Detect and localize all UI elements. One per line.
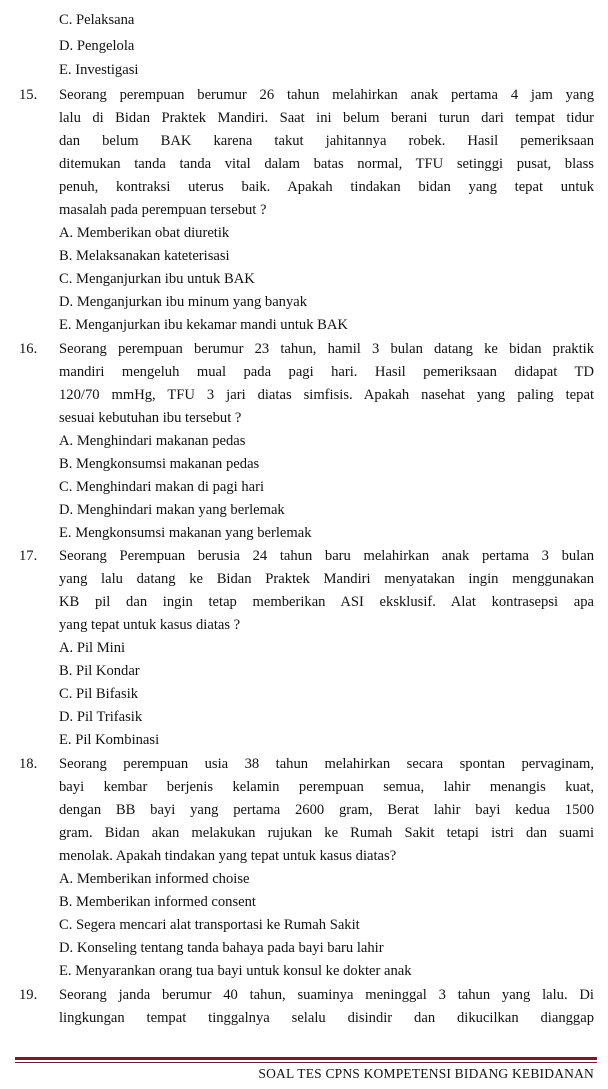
option: C. Segera mencari alat transportasi ke Rumah Sakit	[59, 917, 360, 933]
option: A. Menghindari makanan pedas	[59, 433, 246, 449]
option: E. Pil Kombinasi	[59, 732, 160, 748]
option: E. Menyarankan orang tua bayi untuk konsul ke dokter anak	[59, 963, 412, 979]
question-number: 19.	[19, 987, 38, 1003]
question-text-line: bayi kembar berjenis kelamin perempuan semua, lahir menangis kuat,	[59, 779, 594, 795]
question-text-line: ditemukan tanda tanda vital dalam batas normal, TFU setinggi pusat, blass	[59, 156, 594, 172]
question-text-line: penuh, kontraksi uterus baik. Apakah tindakan bidan yang tepat untuk	[59, 179, 594, 195]
question-text-line: yang lalu datang ke Bidan Praktek Mandiri menyatakan ingin menggunakan	[59, 571, 594, 587]
option: D. Pengelola	[59, 38, 135, 54]
question-text-line: Seorang perempuan usia 38 tahun melahirkan secara spontan pervaginam,	[59, 756, 594, 772]
question-text-line: sesuai kebutuhan ibu tersebut ?	[59, 410, 242, 426]
footer-rule-thin	[15, 1062, 597, 1063]
option: C. Menganjurkan ibu untuk BAK	[59, 271, 255, 287]
option: C. Menghindari makan di pagi hari	[59, 479, 265, 495]
option: A. Memberikan informed choise	[59, 871, 250, 887]
option: E. Mengkonsumsi makanan yang berlemak	[59, 525, 312, 541]
question-number: 16.	[19, 341, 38, 357]
question-number: 15.	[19, 87, 38, 103]
option: D. Pil Trifasik	[59, 709, 143, 725]
page-footer: SOAL TES CPNS KOMPETENSI BIDANG KEBIDANAN	[258, 1066, 594, 1081]
option: B. Melaksanakan kateterisasi	[59, 248, 230, 264]
question-text-line: 120/70 mmHg, TFU 3 jari diatas simfisis. Apakah nasehat yang paling tepat	[59, 387, 594, 403]
question-text-line: masalah pada perempuan tersebut ?	[59, 202, 267, 218]
option: B. Pil Kondar	[59, 663, 140, 679]
question-text-line: gram. Bidan akan melakukan rujukan ke Rumah Sakit tetapi istri dan suami	[59, 825, 594, 841]
question-text-line: Seorang Perempuan berusia 24 tahun baru melahirkan anak pertama 3 bulan	[59, 548, 594, 564]
question-text-line: Seorang janda berumur 40 tahun, suaminya meninggal 3 tahun yang lalu. Di	[59, 987, 594, 1003]
question-number: 18.	[19, 756, 38, 772]
option: E. Investigasi	[59, 62, 139, 78]
question-text-line: dengan BB bayi yang pertama 2600 gram, Berat lahir bayi kedua 1500	[59, 802, 594, 818]
question-text-line: menolak. Apakah tindakan yang tepat untuk kasus diatas?	[59, 848, 397, 864]
question-text-line: Seorang perempuan berumur 26 tahun melahirkan anak pertama 4 jam yang	[59, 87, 594, 103]
question-text-line: lingkungan tempat tinggalnya selalu disindir dan dikucilkan dianggap	[59, 1010, 594, 1026]
question-number: 17.	[19, 548, 38, 564]
question-text-line: mandiri mengeluh mual pada pagi hari. Hasil pemeriksaan didapat TD	[59, 364, 594, 380]
option: A. Pil Mini	[59, 640, 126, 656]
option: D. Menganjurkan ibu minum yang banyak	[59, 294, 308, 310]
question-text-line: yang tepat untuk kasus diatas ?	[59, 617, 241, 633]
option: D. Konseling tentang tanda bahaya pada bayi baru lahir	[59, 940, 384, 956]
option: C. Pelaksana	[59, 12, 135, 28]
option: D. Menghindari makan yang berlemak	[59, 502, 285, 518]
option: E. Menganjurkan ibu kekamar mandi untuk BAK	[59, 317, 348, 333]
footer-rule-thick	[15, 1057, 597, 1060]
option: B. Memberikan informed consent	[59, 894, 256, 910]
question-text-line: KB pil dan ingin tetap memberikan ASI eksklusif. Alat kontrasepsi apa	[59, 594, 594, 610]
option: A. Memberikan obat diuretik	[59, 225, 230, 241]
option: C. Pil Bifasik	[59, 686, 139, 702]
option: B. Mengkonsumsi makanan pedas	[59, 456, 260, 472]
question-text-line: lalu di Bidan Praktek Mandiri. Saat ini belum berani turun dari tempat tidur	[59, 110, 594, 126]
question-text-line: dan belum BAK karena takut jahitannya robek. Hasil pemeriksaan	[59, 133, 594, 149]
question-text-line: Seorang perempuan berumur 23 tahun, hamil 3 bulan datang ke bidan praktik	[59, 341, 594, 357]
